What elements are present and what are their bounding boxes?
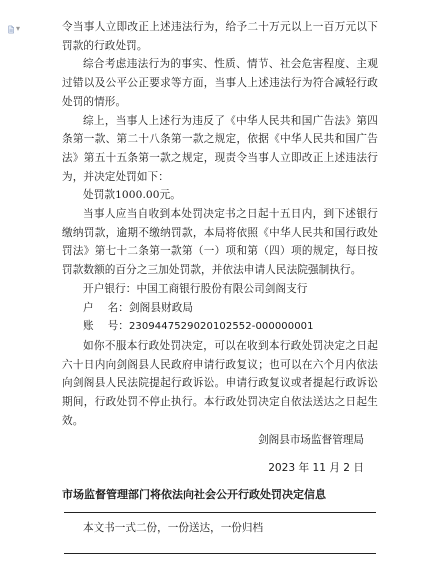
paragraph-4-penalty xyxy=(62,186,378,205)
paragraph-text: 综合考虑违法行为的事实、性质、情节、社会危害程度、主观过错以及公平公正要求等方面，当事人上述违法行为符合减轻行政处罚的情形。 xyxy=(62,58,378,108)
paragraph-text: 综上，当事人上述行为违反了《中华人民共和国广告法》第四条第一款、第二十八条第一款之规定，依据《中华人民共和国广告法》第五十五条第一款之规定，现责令当事人立即改正上述违法行为，并决定处罚如下： xyxy=(62,114,378,183)
signature-date: 2023 年 11 月 2 日 xyxy=(268,462,364,474)
bank-line xyxy=(62,280,378,299)
disclosure-notice: 市场监督管理部门将依法向社会公开行政处罚决定信息 xyxy=(62,488,326,501)
paragraph-5 xyxy=(62,205,378,280)
paragraph-text: 处罚款1000.00元。 xyxy=(83,189,181,202)
appeal-paragraph xyxy=(62,337,378,431)
chevron-down-icon[interactable]: ▾ xyxy=(15,24,20,33)
signature-organization: 剑阁县市场监督管理局 xyxy=(258,434,364,446)
divider-top xyxy=(64,512,376,513)
paragraph-2 xyxy=(62,55,378,111)
copies-note: 本文书一式二份，一份送达，一份归档 xyxy=(83,522,264,534)
bank-label: 开户银行： xyxy=(83,282,137,295)
paragraph-text: 如你不服本行政处罚决定，可以在收到本行政处罚决定之日起六十日内向剑阁县人民政府申请行政复议；也可以在六个月内依法向剑阁县人民法院提起行政诉讼。申请行政复议或者提起行政诉讼期间，行政处罚不停止执行。本行政处罚决定自依法送达之日起生效。 xyxy=(62,339,378,427)
paragraph-1 xyxy=(62,18,378,55)
account-number-label: 账 号： xyxy=(83,320,129,333)
account-name-line xyxy=(62,299,378,318)
account-number-line xyxy=(62,317,378,337)
account-name-value: 剑阁县财政局 xyxy=(128,301,194,314)
account-name-label: 户 名： xyxy=(83,301,129,314)
bank-value: 中国工商银行股份有限公司剑阁支行 xyxy=(136,282,308,295)
paragraph-3 xyxy=(62,112,378,187)
document-body xyxy=(62,18,378,430)
document-icon[interactable] xyxy=(8,22,20,36)
paragraph-text: 令当事人立即改正上述违法行为，给予二十万元以上一百万元以下罚款的行政处罚。 xyxy=(62,21,378,52)
paragraph-text: 当事人应当自收到本处罚决定书之日起十五日内，到下述银行缴纳罚款，逾期不缴纳罚款，本局将依照《中华人民共和国行政处罚法》第七十二条第一款第（一）项和第（四）项的规定，每日按罚款数额的百分之三加处罚款，并依法申请人民法院强制执行。 xyxy=(62,208,378,277)
page-icon xyxy=(8,23,14,36)
divider-bottom xyxy=(64,553,376,554)
account-number-value: 2309447529020102552-000000001 xyxy=(128,321,314,333)
